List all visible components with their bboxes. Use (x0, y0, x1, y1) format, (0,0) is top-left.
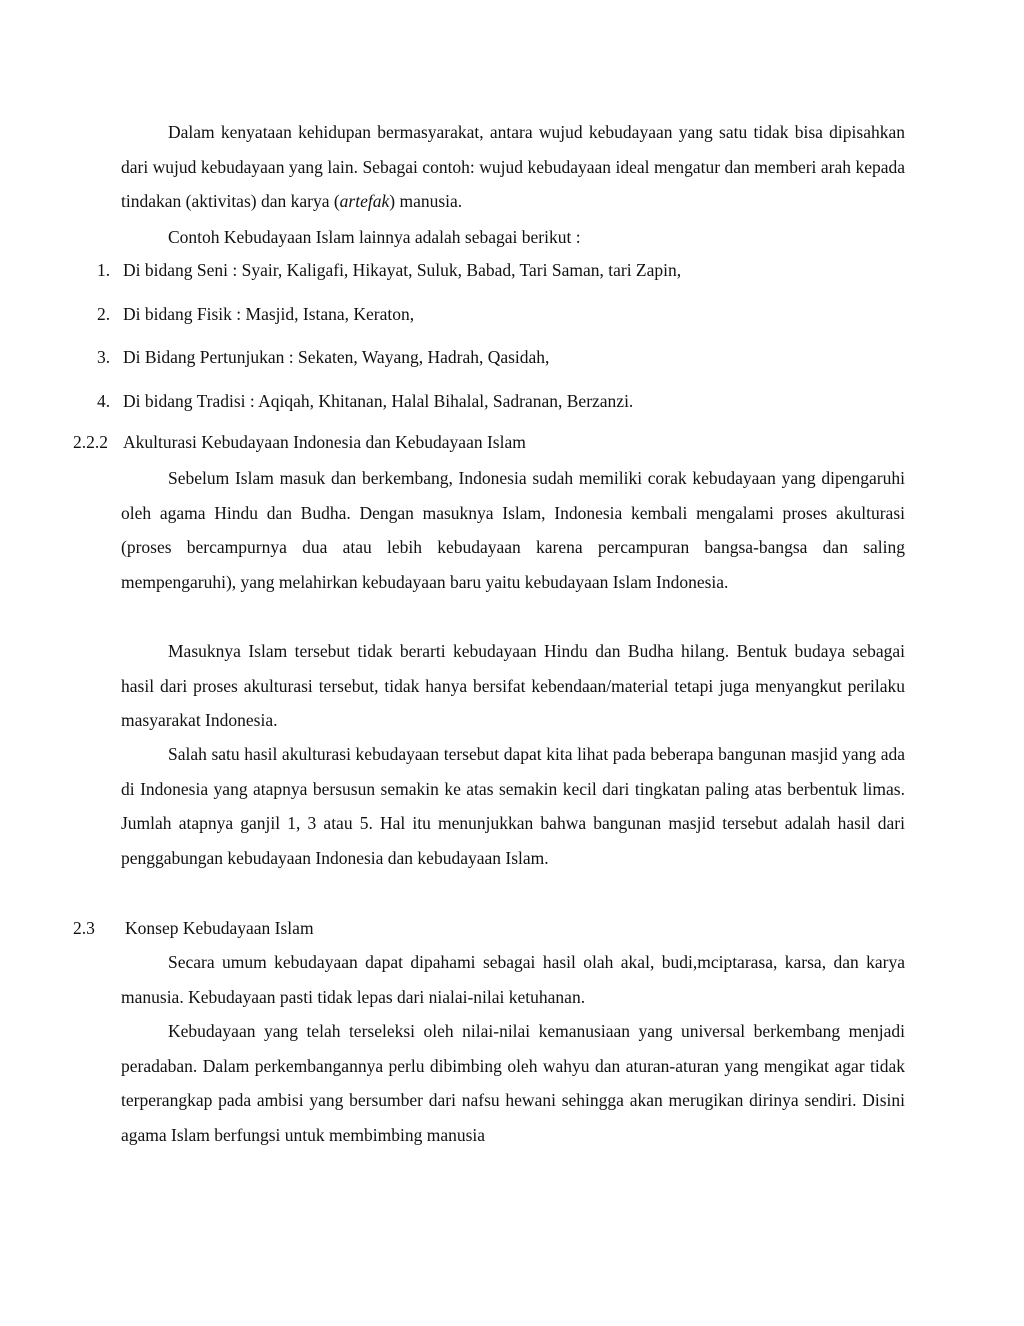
list-number: 4. (97, 391, 111, 411)
list-number: 2. (97, 304, 111, 324)
section-heading-2-2-2 (73, 430, 526, 454)
section-title: Konsep Kebudayaan Islam (125, 918, 314, 938)
italic-term: artefak (339, 191, 390, 211)
paragraph-text: Dalam kenyataan kehidupan bermasyarakat, antara wujud kebudayaan yang satu tidak bisa dipisahkan dari wujud kebudayaan yang lain. Sebagai contoh: wujud kebudayaan ideal mengatur dan memberi arah kepada tindakan (aktivitas) dan karya ( (121, 122, 905, 211)
paragraph-peradaban: Kebudayaan yang telah terseleksi oleh nilai-nilai kemanusiaan yang universal berkembang menjadi peradaban. Dalam perkembangannya perlu dibimbing oleh wahyu dan aturan-aturan yang mengikat agar tidak terperangkap pada ambisi yang bersumber dari nafsu hewani sehingga akan merugikan dirinya sendiri. Disini agama Islam berfungsi untuk membimbing manusia (121, 1021, 905, 1145)
list-text: Di Bidang Pertunjukan : Sekaten, Wayang, Hadrah, Qasidah, (123, 347, 550, 367)
section-title: Akulturasi Kebudayaan Indonesia dan Kebudayaan Islam (123, 432, 526, 452)
list-number: 3. (97, 347, 111, 367)
list-intro: Contoh Kebudayaan Islam lainnya adalah sebagai berikut : (168, 227, 581, 247)
list-item (97, 302, 414, 326)
paragraph-text-end: ) manusia. (389, 191, 463, 211)
list-text: Di bidang Tradisi : Aqiqah, Khitanan, Halal Bihalal, Sadranan, Berzanzi. (123, 391, 634, 411)
paragraph-masjid: Salah satu hasil akulturasi kebudayaan tersebut dapat kita lihat pada beberapa bangunan masjid yang ada di Indonesia yang atapnya bersusun semakin ke atas semakin kecil dari tingkatan paling atas berbentuk limas. Jumlah atapnya ganjil 1, 3 atau 5. Hal itu menunjukkan bahwa bangunan masjid tersebut adalah hasil dari penggabungan kebudayaan Indonesia dan kebudayaan Islam. (121, 744, 905, 868)
paragraph-masuknya-islam: Masuknya Islam tersebut tidak berarti kebudayaan Hindu dan Budha hilang. Bentuk budaya sebagai hasil dari proses akulturasi tersebut, tidak hanya bersifat kebendaan/material tetapi juga menyangkut perilaku masyarakat Indonesia. (121, 641, 905, 730)
paragraph-konsep: Secara umum kebudayaan dapat dipahami sebagai hasil olah akal, budi,mciptarasa, karsa, dan karya manusia. Kebudayaan pasti tidak lepas dari nialai-nilai ketuhanan. (121, 952, 905, 1007)
list-text: Di bidang Seni : Syair, Kaligafi, Hikayat, Suluk, Babad, Tari Saman, tari Zapin, (123, 260, 682, 280)
list-item (97, 258, 681, 282)
section-heading-2-3 (73, 916, 314, 940)
section-number: 2.3 (73, 918, 95, 938)
section-number: 2.2.2 (73, 432, 108, 452)
list-item (97, 389, 633, 413)
paragraph-wujud-kebudayaan (121, 115, 905, 219)
list-text: Di bidang Fisik : Masjid, Istana, Keraton, (123, 304, 415, 324)
paragraph-akulturasi: Sebelum Islam masuk dan berkembang, Indonesia sudah memiliki corak kebudayaan yang dipengaruhi oleh agama Hindu dan Budha. Dengan masuknya Islam, Indonesia kembali mengalami proses akulturasi (proses bercampurnya dua atau lebih kebudayaan karena percampuran bangsa-bangsa dan saling mempengaruhi), yang melahirkan kebudayaan baru yaitu kebudayaan Islam Indonesia. (121, 468, 905, 592)
list-number: 1. (97, 260, 111, 280)
list-item (97, 345, 549, 369)
